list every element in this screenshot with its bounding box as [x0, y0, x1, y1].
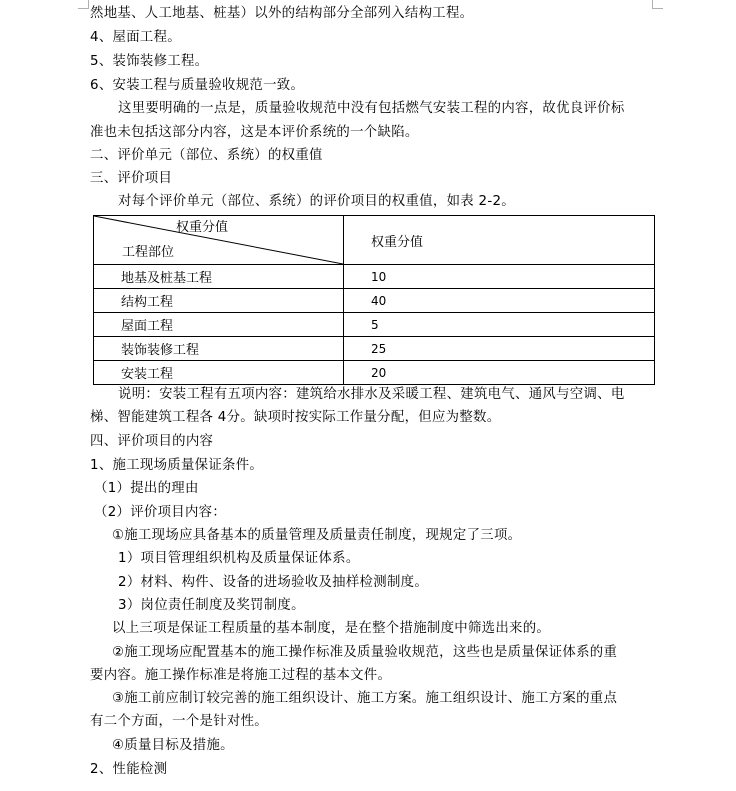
- text-line: 6、安装工程与质量验收规范一致。: [90, 78, 305, 93]
- table-row: [94, 337, 655, 361]
- text-line: 2、性能检测: [90, 762, 168, 777]
- value-cell: 25: [344, 337, 655, 361]
- table-row: [94, 265, 655, 289]
- text-line: 1、施工现场质量保证条件。: [90, 458, 264, 473]
- text-line: （2）评价项目内容：: [94, 505, 227, 520]
- section-heading: 三、评价项目: [90, 171, 173, 186]
- value-cell: 10: [344, 265, 655, 289]
- text-line: ①施工现场应具备基本的质量管理及质量责任制度，现规定了三项。: [112, 528, 522, 543]
- table-row: [94, 361, 655, 385]
- page-corner-mark: [652, 0, 663, 9]
- text-line: ③施工前应制订较完善的施工组织设计、施工方案。施工组织设计、施工方案的重点: [112, 691, 618, 706]
- text-line: 有二个方面，一个是针对性。: [90, 714, 268, 729]
- part-cell: 安装工程: [94, 361, 344, 385]
- table-row: [94, 313, 655, 337]
- value-cell: 5: [344, 313, 655, 337]
- text-line: 说明：安装工程有五项内容：建筑给水排水及采暖工程、建筑电气、通风与空调、电: [118, 387, 625, 402]
- page-corner-mark: [78, 0, 89, 9]
- table-row: [94, 289, 655, 313]
- value-cell: 40: [344, 289, 655, 313]
- text-line: 4、屋面工程。: [90, 30, 181, 45]
- table-header-row: [94, 216, 655, 265]
- text-line: 3）岗位责任制度及奖罚制度。: [118, 598, 305, 613]
- section-heading: 二、评价单元（部位、系统）的权重值: [90, 148, 323, 163]
- text-line: 准也未包括这部分内容，这是本评价系统的一个缺陷。: [90, 125, 419, 140]
- text-line: 然地基、人工地基、桩基）以外的结构部分全部列入结构工程。: [90, 6, 474, 21]
- part-cell: 结构工程: [94, 289, 344, 313]
- part-cell: 装饰装修工程: [94, 337, 344, 361]
- part-cell: 屋面工程: [94, 313, 344, 337]
- text-line: 5、装饰装修工程。: [90, 54, 209, 69]
- weight-table: [93, 215, 655, 385]
- text-line: 以上三项是保证工程质量的基本制度，是在整个措施制度中筛选出来的。: [112, 621, 551, 636]
- text-line: 要内容。施工操作标准是将施工过程的基本文件。: [90, 668, 392, 683]
- diagonal-header-cell: [94, 216, 344, 265]
- header-part-label: 工程部位: [122, 245, 175, 260]
- text-line: 梯、智能建筑工程各 4分。缺项时按实际工作量分配，但应为整数。: [90, 410, 501, 425]
- text-line: ④质量目标及措施。: [112, 738, 234, 753]
- text-line: （1）提出的理由: [94, 481, 199, 496]
- section-heading: 四、评价项目的内容: [90, 434, 214, 449]
- text-line: 2）材料、构件、设备的进场验收及抽样检测制度。: [118, 575, 429, 590]
- header-weight-label: 权重分值: [176, 220, 229, 235]
- text-line: 1）项目管理组织机构及质量保证体系。: [118, 551, 360, 566]
- part-cell: 地基及桩基工程: [94, 265, 344, 289]
- text-line: 对每个评价单元（部位、系统）的评价项目的权重值，如表 2-2。: [118, 194, 515, 209]
- text-line: ②施工现场应配置基本的施工操作标准及质量验收规范，这些也是质量保证体系的重: [112, 645, 618, 660]
- text-line: 这里要明确的一点是，质量验收规范中没有包括燃气安装工程的内容，故优良评价标: [118, 101, 625, 116]
- header-col2: 权重分值: [344, 216, 655, 265]
- value-cell: 20: [344, 361, 655, 385]
